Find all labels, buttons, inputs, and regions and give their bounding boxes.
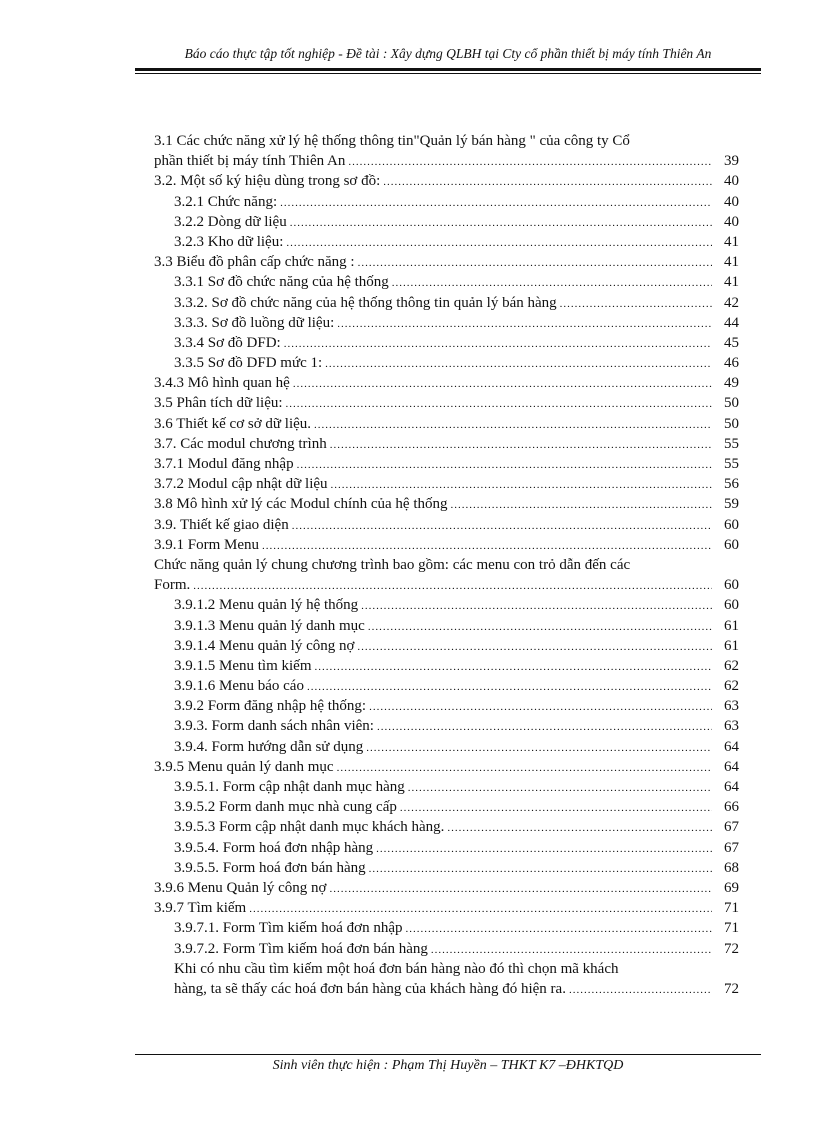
toc-page-number: 71 [724, 900, 739, 917]
toc-page-number: 40 [724, 213, 739, 230]
toc-entry[interactable] [154, 454, 739, 474]
toc-entry-label: 3.8 Mô hình xử lý các Modul chính của hệ thống [154, 496, 448, 513]
toc-entry[interactable] [154, 232, 739, 252]
toc-entry-label: 3.7.2 Modul cập nhật dữ liệu [154, 476, 328, 493]
page-footer: Sinh viên thực hiện : Phạm Thị Huyền – THKT K7 –ĐHKTQD [272, 1058, 624, 1073]
toc-entry-label: 3.6 Thiết kế cơ sở dữ liệu. [154, 415, 312, 432]
toc-entry[interactable] [154, 817, 739, 837]
toc-entry-label: 3.2.2 Dòng dữ liệu [174, 213, 287, 230]
toc-leader [286, 394, 712, 414]
toc-page-number: 40 [724, 193, 739, 210]
toc-entry-line: Khi có nhu cầu tìm kiếm một hoá đơn bán hàng nào đó thì chọn mã khách [174, 960, 619, 977]
toc-entry-label: 3.9.1.2 Menu quản lý hệ thống [174, 597, 359, 614]
toc-page-number: 55 [724, 456, 739, 472]
toc-leader [400, 798, 712, 818]
toc-page-number: 42 [724, 294, 739, 311]
toc-leader [392, 273, 712, 293]
toc-entry-label: 3.3.4 Sơ đồ DFD: [174, 334, 281, 351]
toc-page-number: 63 [724, 698, 739, 715]
toc-page-number: 50 [724, 395, 739, 412]
toc-entry[interactable] [154, 515, 739, 535]
toc-entry-label: 3.9.7.2. Form Tìm kiếm hoá đơn bán hàng [174, 940, 428, 957]
toc-page-number: 71 [724, 920, 739, 937]
toc-page-number: 39 [724, 153, 739, 170]
toc-leader [447, 818, 712, 838]
toc-entry-label: 3.4.3 Mô hình quan hệ [154, 375, 290, 392]
toc-leader [361, 596, 712, 616]
toc-leader [376, 839, 712, 859]
toc-entry-label: 3.9. Thiết kế giao diện [154, 516, 289, 533]
toc-entry-label: 3.3 Biểu đồ phân cấp chức năng : [154, 254, 355, 271]
toc-entry[interactable] [154, 777, 739, 797]
toc-entry-label: 3.9.5.1. Form cập nhật danh mục hàng [174, 779, 405, 795]
toc-entry[interactable] [154, 696, 739, 716]
toc-page-number: 41 [724, 233, 739, 250]
toc-entry-label: 3.3.1 Sơ đồ chức năng của hệ thống [174, 274, 389, 291]
toc-entry[interactable] [154, 716, 739, 736]
toc-entry-label: 3.9.7.1. Form Tìm kiếm hoá đơn nhập [174, 920, 403, 937]
toc-entry-line: 3.1 Các chức năng xử lý hệ thống thông tin"Quản lý bán hàng " của công ty Cổ [154, 133, 630, 149]
toc-entry[interactable] [154, 898, 739, 918]
toc-entry[interactable] [154, 293, 739, 313]
toc-entry-label: 3.9.5.5. Form hoá đơn bán hàng [174, 859, 366, 876]
toc-leader [405, 919, 712, 939]
toc-entry[interactable] [154, 575, 739, 595]
toc-page-number: 41 [724, 274, 739, 291]
toc-entry-label: 3.2.1 Chức năng: [174, 193, 278, 210]
toc-entry[interactable] [154, 918, 739, 938]
toc-entry[interactable] [154, 878, 739, 898]
toc-page-number: 61 [724, 617, 739, 634]
toc-leader [451, 495, 713, 515]
toc-entry[interactable] [154, 212, 739, 232]
page-header: Báo cáo thực tập tốt nghiệp - Đề tài : Xây dựng QLBH tại Cty cổ phần thiết bị máy tính Thiên An [184, 46, 712, 61]
toc-page-number: 41 [724, 254, 739, 271]
toc-entry-line: Chức năng quản lý chung chương trình bao gồm: các menu con trỏ dẫn đến các [154, 556, 631, 573]
toc-leader [569, 980, 712, 1000]
toc-entry-label: 3.9.1.6 Menu báo cáo [174, 678, 304, 695]
toc-entry[interactable] [154, 797, 739, 817]
toc-leader [560, 294, 712, 314]
toc-entry[interactable] [154, 192, 739, 212]
toc-leader [368, 617, 712, 637]
toc-entry-label: 3.9.2 Form đăng nhập hệ thống: [174, 698, 367, 715]
toc-entry[interactable] [154, 333, 739, 353]
toc-page-number: 64 [724, 738, 739, 755]
toc-entry[interactable] [154, 494, 739, 514]
toc-page-number: 61 [724, 637, 739, 654]
toc-leader [290, 213, 712, 233]
toc-page-number: 60 [724, 577, 739, 594]
toc-entry[interactable] [154, 535, 739, 555]
toc-page-number: 62 [724, 657, 739, 674]
toc-leader [262, 536, 712, 556]
toc-leader [348, 152, 712, 172]
toc-entry-label: 3.7. Các modul chương trình [154, 435, 327, 452]
toc-entry[interactable] [154, 151, 739, 171]
toc-leader [330, 879, 713, 899]
toc-entry-label: 3.9.1 Form Menu [154, 536, 259, 553]
toc-page-number: 72 [724, 980, 739, 997]
toc-entry-label: 3.9.5.2 Form danh mục nhà cung cấp [174, 799, 397, 816]
toc-entry-label: hàng, ta sẽ thấy các hoá đơn bán hàng của khách hàng đó hiện ra. [174, 980, 566, 997]
toc-entry[interactable] [154, 595, 739, 615]
header-rule-thick [135, 68, 761, 71]
toc-page-number: 49 [724, 375, 739, 392]
toc-entry[interactable] [154, 171, 739, 191]
toc-leader [383, 172, 712, 192]
toc-leader [314, 415, 712, 435]
toc-page-number: 68 [724, 859, 739, 876]
toc-leader [337, 314, 712, 334]
table-of-contents [154, 131, 739, 999]
toc-page-number: 60 [724, 597, 739, 614]
toc-entry[interactable] [154, 737, 739, 757]
toc-entry[interactable] [154, 676, 739, 696]
toc-leader [377, 717, 712, 737]
toc-entry-label: 3.9.1.3 Menu quản lý danh mục [174, 617, 365, 634]
toc-leader [369, 697, 712, 717]
header-rule-thin [135, 73, 761, 74]
toc-entry-label: 3.7.1 Modul đăng nhập [154, 456, 294, 472]
toc-page-number: 60 [724, 536, 739, 553]
toc-entry-label: phần thiết bị máy tính Thiên An [154, 153, 346, 170]
toc-leader [330, 435, 712, 455]
toc-entry[interactable] [154, 636, 739, 656]
toc-entry-label: 3.2.3 Kho dữ liệu: [174, 233, 284, 250]
toc-leader [307, 677, 712, 697]
toc-entry[interactable] [154, 414, 739, 434]
toc-leader [358, 253, 712, 273]
toc-page-number: 72 [724, 940, 739, 957]
toc-entry[interactable] [154, 272, 739, 292]
toc-leader [337, 758, 712, 778]
toc-page-number: 59 [724, 496, 739, 513]
toc-page-number: 46 [724, 355, 739, 372]
toc-page-number: 64 [724, 758, 739, 775]
toc-leader [280, 193, 712, 213]
toc-entry-label: 3.9.4. Form hướng dẫn sử dụng [174, 738, 364, 755]
toc-leader [408, 778, 712, 798]
toc-leader [297, 455, 712, 475]
toc-entry-label: 3.9.5.4. Form hoá đơn nhập hàng [174, 839, 374, 856]
toc-entry[interactable] [154, 757, 739, 777]
toc-entry[interactable] [154, 252, 739, 272]
toc-entry[interactable] [154, 939, 739, 959]
toc-entry-label: Form. [154, 577, 191, 594]
toc-leader [293, 374, 712, 394]
toc-entry-label: 3.9.7 Tìm kiếm [154, 900, 247, 917]
footer-rule [135, 1054, 761, 1055]
toc-entry-label: 3.2. Một số ký hiệu dùng trong sơ đồ: [154, 173, 381, 190]
toc-entry-label: 3.9.1.4 Menu quản lý công nợ [174, 637, 355, 654]
toc-entry[interactable] [154, 838, 739, 858]
toc-page-number: 45 [724, 334, 739, 351]
toc-leader [357, 637, 712, 657]
toc-leader [249, 899, 712, 919]
toc-leader [366, 738, 712, 758]
toc-leader [325, 354, 712, 374]
toc-entry[interactable] [154, 393, 739, 413]
toc-entry-label: 3.9.1.5 Menu tìm kiếm [174, 657, 312, 674]
toc-page-number: 66 [724, 799, 739, 816]
toc-entry-label: 3.9.3. Form danh sách nhân viên: [174, 718, 374, 735]
toc-entry-label: 3.3.3. Sơ đồ luồng dữ liệu: [174, 314, 335, 331]
toc-page-number: 69 [724, 879, 739, 896]
toc-entry[interactable] [154, 616, 739, 636]
toc-page-number: 40 [724, 173, 739, 190]
toc-page-number: 55 [724, 435, 739, 452]
toc-leader [431, 940, 712, 960]
toc-page-number: 56 [724, 476, 739, 493]
toc-entry-label: 3.9.6 Menu Quản lý công nợ [154, 879, 327, 896]
toc-leader [286, 233, 712, 253]
toc-entry-label: 3.9.5 Menu quản lý danh mục [154, 758, 334, 775]
toc-entry-label: 3.3.2. Sơ đồ chức năng của hệ thống thông tin quản lý bán hàng [174, 294, 557, 311]
toc-page-number: 60 [724, 516, 739, 533]
toc-leader [193, 576, 712, 596]
toc-leader [331, 475, 712, 495]
toc-entry[interactable] [154, 656, 739, 676]
toc-page-number: 63 [724, 718, 739, 735]
toc-page-number: 67 [724, 839, 739, 856]
toc-leader [284, 334, 712, 354]
toc-entry[interactable] [154, 373, 739, 393]
toc-entry-label: 3.9.5.3 Form cập nhật danh mục khách hàng. [174, 819, 445, 836]
toc-page-number: 50 [724, 415, 739, 432]
toc-page-number: 64 [724, 779, 739, 795]
toc-entry[interactable] [154, 858, 739, 878]
toc-leader [315, 657, 713, 677]
toc-entry-label: 3.5 Phân tích dữ liệu: [154, 395, 283, 412]
toc-entry-label: 3.3.5 Sơ đồ DFD mức 1: [174, 355, 323, 372]
toc-entry[interactable] [154, 313, 739, 333]
toc-page-number: 67 [724, 819, 739, 836]
toc-entry[interactable] [154, 434, 739, 454]
toc-entry[interactable] [154, 353, 739, 373]
toc-entry[interactable] [154, 979, 739, 999]
toc-leader [369, 859, 712, 879]
toc-leader [292, 516, 712, 536]
toc-entry[interactable] [154, 474, 739, 494]
toc-page-number: 44 [724, 314, 739, 331]
toc-page-number: 62 [724, 678, 739, 695]
